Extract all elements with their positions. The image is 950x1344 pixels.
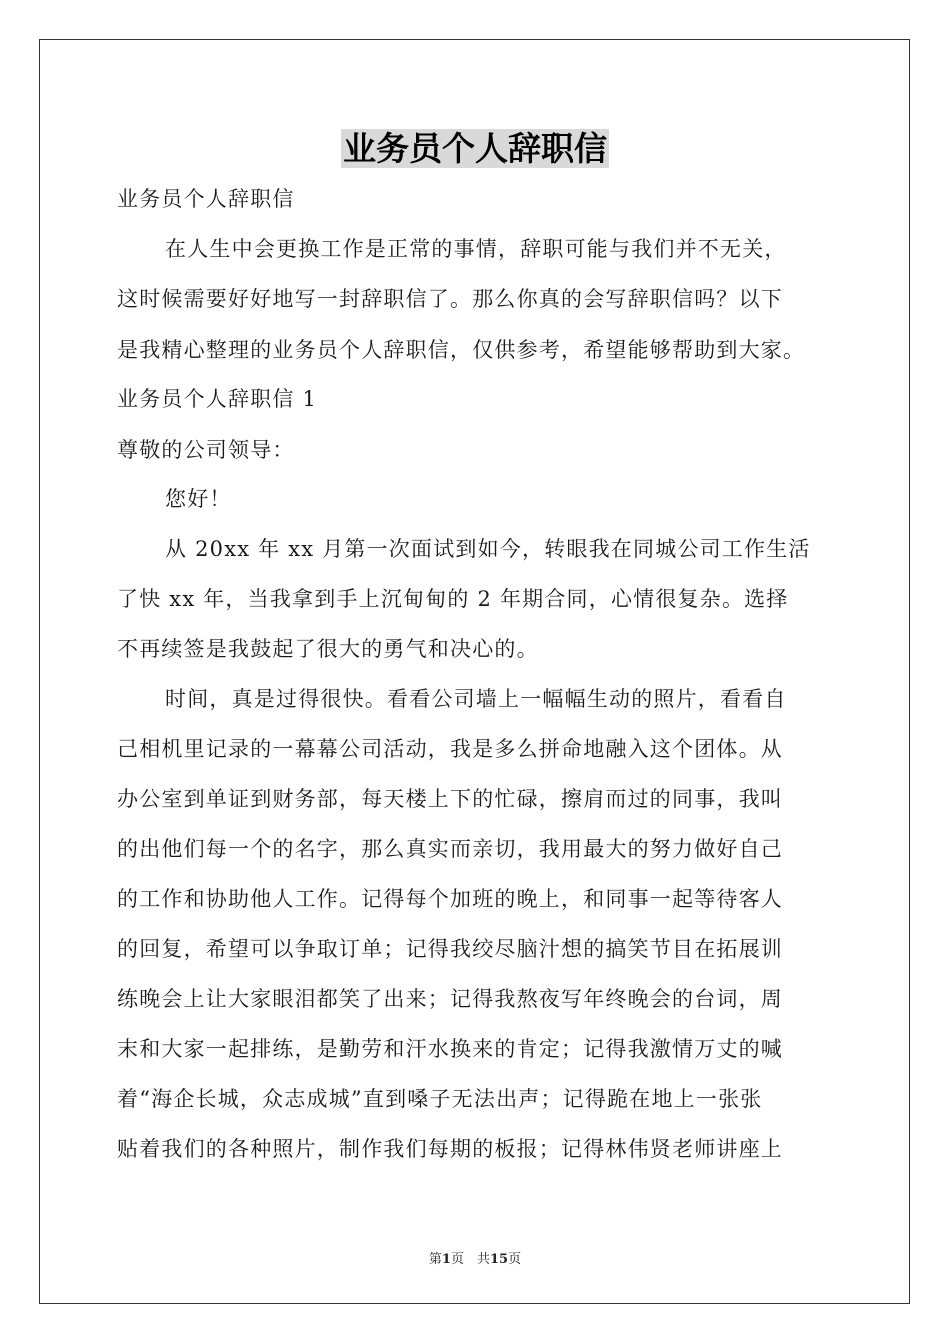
total-page-number: 15: [489, 1252, 509, 1267]
greeting: 您好！: [165, 487, 232, 511]
text-line: 着“海企长城，众志成城”直到嗓子无法出声；记得跪在地上一张张: [117, 1087, 763, 1111]
text-line: 在人生中会更换工作是正常的事情，辞职可能与我们并不无关，: [165, 237, 787, 261]
page-border: [39, 39, 910, 1304]
text-line: 这时候需要好好地写一封辞职信了。那么你真的会写辞职信吗？以下: [117, 287, 783, 311]
text-line: 贴着我们的各种照片，制作我们每期的板报；记得林伟贤老师讲座上: [117, 1137, 783, 1161]
text-line: 的出他们每一个的名字，那么真实而亲切，我用最大的努力做好自己: [117, 837, 783, 861]
text-line: 不再续签是我鼓起了很大的勇气和决心的。: [117, 637, 539, 661]
text-line: 了快 xx 年，当我拿到手上沉甸甸的 2 年期合同，心情很复杂。选择: [117, 587, 789, 611]
footer-mid: 页 共: [450, 1252, 490, 1267]
footer-suffix: 页: [508, 1252, 522, 1267]
text-line: 办公室到单证到财务部，每天楼上下的忙碌，擦肩而过的同事，我叫: [117, 787, 783, 811]
subtitle-line: 业务员个人辞职信: [117, 187, 295, 211]
salutation: 尊敬的公司领导：: [117, 438, 295, 462]
text-line: 的回复，希望可以争取订单；记得我绞尽脑汁想的搞笑节目在拓展训: [117, 937, 783, 961]
text-line: 从 20xx 年 xx 月第一次面试到如今，转眼我在同城公司工作生活: [165, 537, 811, 561]
text-line: 练晚会上让大家眼泪都笑了出来；记得我熬夜写年终晚会的台词，周: [117, 987, 783, 1011]
page-footer: [0, 1248, 950, 1267]
footer-prefix: 第: [428, 1252, 442, 1267]
text-line: 是我精心整理的业务员个人辞职信，仅供参考，希望能够帮助到大家。: [117, 338, 806, 362]
text-line: 时间，真是过得很快。看看公司墙上一幅幅生动的照片，看看自: [165, 687, 787, 711]
text-line: 己相机里记录的一幕幕公司活动，我是多么拼命地融入这个团体。从: [117, 737, 783, 761]
current-page-number: 1: [441, 1252, 451, 1267]
text-line: 末和大家一起排练，是勤劳和汗水换来的肯定；记得我激情万丈的喊: [117, 1037, 783, 1061]
text-line: 的工作和协助他人工作。记得每个加班的晚上，和同事一起等待客人: [117, 887, 783, 911]
title-text: 业务员个人辞职信: [343, 129, 607, 168]
section-heading: 业务员个人辞职信 1: [117, 387, 318, 411]
document-title: [0, 128, 950, 170]
